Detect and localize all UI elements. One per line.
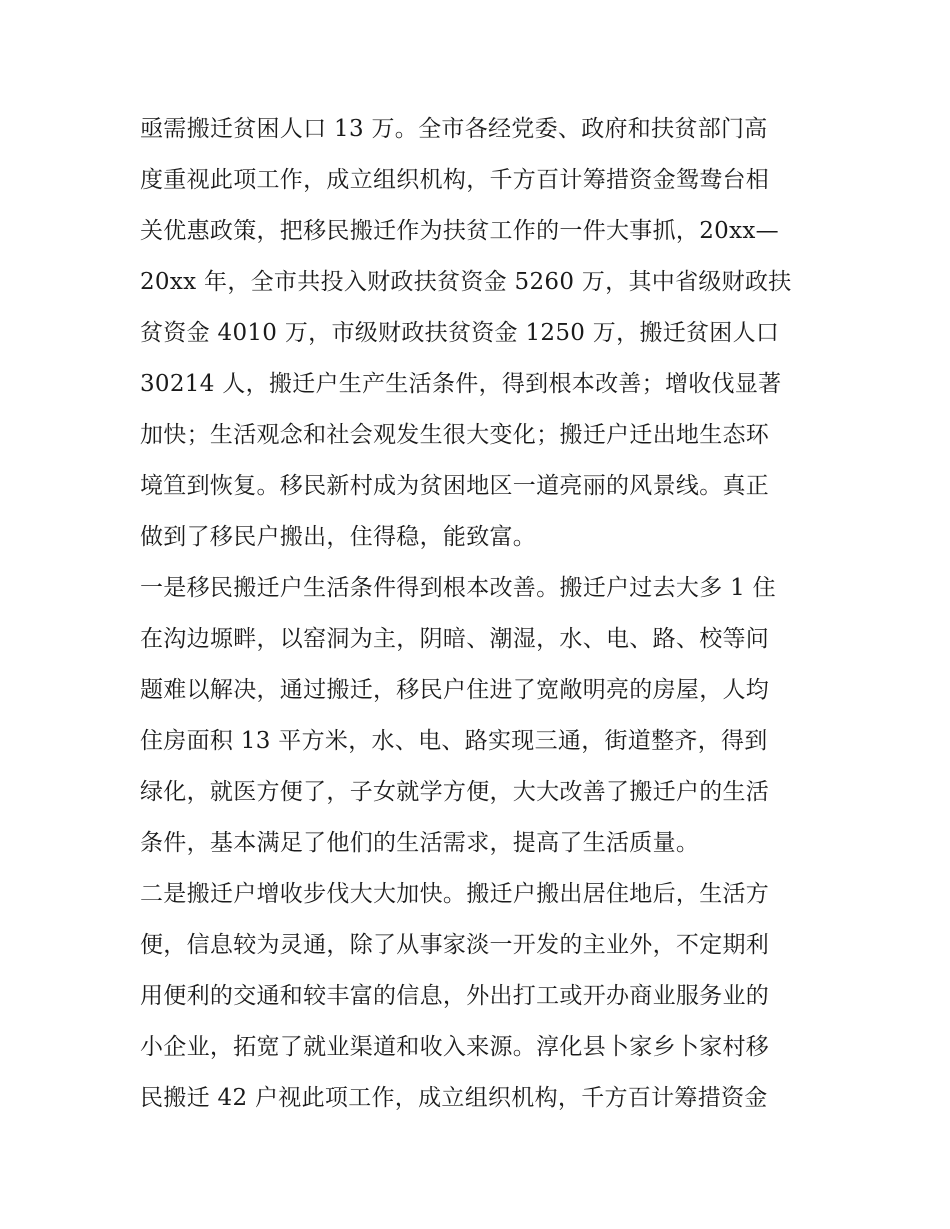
text-line: 在沟边塬畔，以窑洞为主，阴暗、潮湿，水、电、路、校等问 [140, 626, 770, 652]
paragraph-start-line: 二是搬迁户增收步伐大大加快。搬迁户搬出居住地后，生活方 [140, 881, 770, 907]
text-line: 用便利的交通和较丰富的信息，外出打工或开办商业服务业的 [140, 983, 770, 1009]
text-line: 贫资金 4010 万，市级财政扶贫资金 1250 万，搬迁贫困人口 [140, 320, 780, 346]
body-text [140, 104, 840, 1124]
text-line: 境笪到恢复。移民新村成为贫困地区一道亮丽的风景线。真正 [140, 473, 770, 499]
text-line: 民搬迁 42 户视此项工作，成立组织机构，千方百计筹措资金 [140, 1085, 768, 1111]
text-line: 度重视此项工作，成立组织机构，千方百计筹措资金鸳鸯台相 [140, 167, 770, 193]
text-line: 小企业，拓宽了就业渠道和收入来源。淳化县卜家乡卜家村移 [140, 1034, 770, 1060]
text-line: 亟需搬迁贫困人口 13 万。全市各经党委、政府和扶贫部门高 [140, 116, 768, 142]
text-line: 关优惠政策，把移民搬迁作为扶贫工作的一件大事抓，20xx— [140, 218, 779, 244]
text-line: 条件，基本满足了他们的生活需求，提高了生活质量。 [140, 830, 700, 856]
text-line: 20xx 年，全市共投入财政扶贫资金 5260 万，其中省级财政扶 [140, 269, 792, 295]
text-line: 便，信息较为灵通，除了从事家淡一开发的主业外，不定期利 [140, 932, 770, 958]
text-line: 题难以解决，通过搬迁，移民户住进了宽敞明亮的房屋，人均 [140, 677, 770, 703]
text-line: 做到了移民户搬出，住得稳，能致富。 [140, 524, 537, 550]
text-line: 加快；生活观念和社会观发生很大变化；搬迁户迁出地生态环 [140, 422, 770, 448]
paragraph-start-line: 一是移民搬迁户生活条件得到根本改善。搬迁户过去大多 1 住 [140, 575, 776, 601]
text-line: 住房面积 13 平方米，水、电、路实现三通，街道整齐，得到 [140, 728, 768, 754]
text-line: 30214 人，搬迁户生产生活条件，得到根本改善；增收伐显著 [140, 371, 782, 397]
text-line: 绿化，就医方便了，子女就学方便，大大改善了搬迁户的生活 [140, 779, 770, 805]
